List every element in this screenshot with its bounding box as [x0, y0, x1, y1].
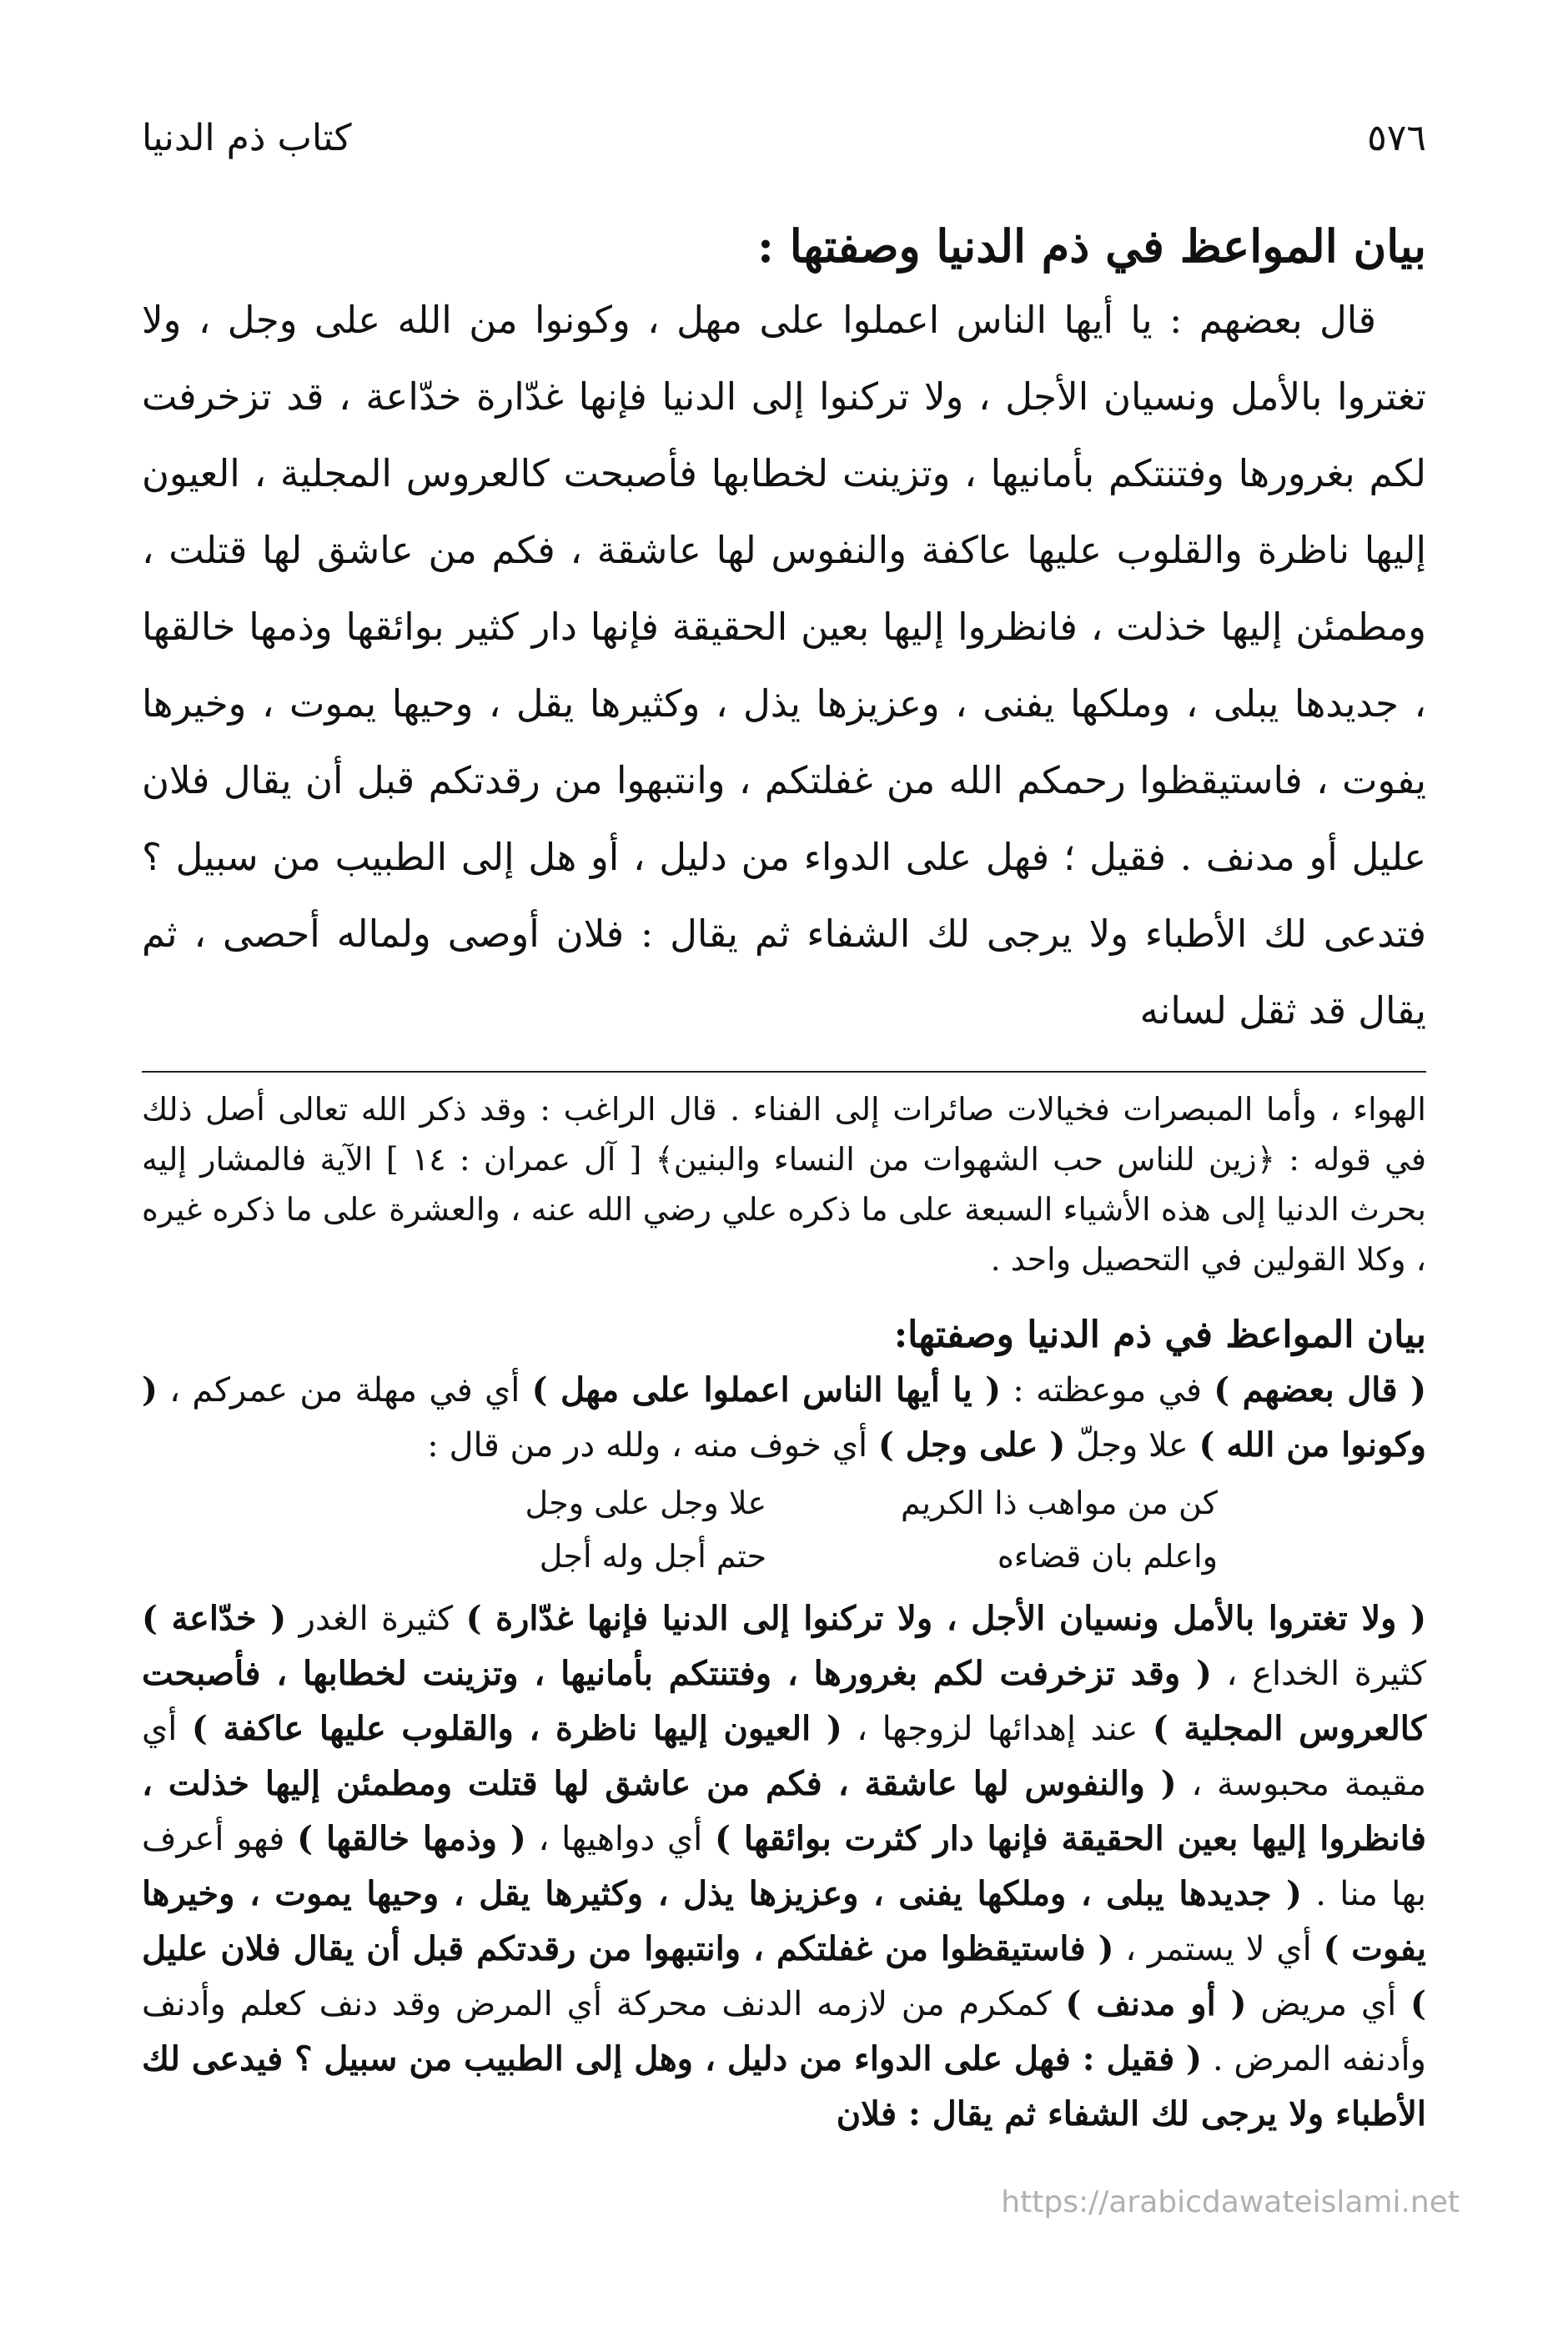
- explanation-text: علا وجلّ: [1065, 1425, 1199, 1465]
- quoted-original-text: ( يا أيها الناس اعملوا على مهل ): [531, 1370, 1001, 1410]
- commentary-intro-paragraph: الهواء ، وأما المبصرات فخيالات صائرات إلى الفناء . قال الراغب : وقد ذكر الله تعالى أصل ذلك في قوله : ﴿زين للناس حب الشهوات من النساء والبنين﴾ [ آل عمران : ١٤ ] الآية فالمشار إليه بحرث الدنيا إلى هذه الأشياء السبعة على ما ذكره علي رضي الله عنه ، والعشرة على ما ذكره غيره ، وكلا القولين في التحصيل واحد .: [142, 1090, 1426, 1278]
- explanation-text: فهو أعرف بها منا .: [142, 1819, 1427, 1913]
- explanation-text: أي خوف منه ، ولله در من قال :: [427, 1425, 878, 1465]
- verse-second-hemistich: حتم أجل وله أجل: [539, 1537, 767, 1575]
- quoted-original-text: ( فاستيقظوا من غفلتكم ، وانتبهوا من رقدتكم قبل أن يقال فلان عليل ): [142, 1928, 1426, 2023]
- explanation-text: كثيرة الغدر: [286, 1599, 466, 1638]
- explanation-text: عند إهدائها لزوجها ،: [842, 1709, 1153, 1748]
- verse-first-hemistich: كن من مواهب ذا الكريم: [901, 1484, 1218, 1521]
- book-title: كتاب ذم الدنيا: [142, 117, 352, 159]
- commentary-paragraph-2: [142, 1591, 1426, 2142]
- poetry-verse: [350, 1476, 1218, 1583]
- verse-first-hemistich: واعلم بان قضاءه: [997, 1537, 1218, 1575]
- quoted-original-text: ( وكونوا من الله ): [142, 1370, 1426, 1465]
- quoted-original-text: ( ولا تغتروا بالأمل ونسيان الأجل ، ولا تركنوا إلى الدنيا فإنها غدّارة ): [465, 1598, 1427, 1638]
- watermark-url: https://arabicdawateislami.net: [1001, 2185, 1460, 2219]
- commentary-heading: بيان المواعظ في ذم الدنيا وصفتها:: [893, 1313, 1426, 1356]
- main-paragraph: قال بعضهم : يا أيها الناس اعملوا على مهل ، وكونوا من الله على وجل ، ولا تغتروا بالأمل ونسيان الأجل ، ولا تركنوا إلى الدنيا فإنها غدّارة خدّاعة ، قد تزخرفت لكم بغرورها وفتنتكم بأمانيها ، وتزينت لخطابها فأصبحت كالعروس المجلية ، العيون إليها ناظرة والقلوب عليها عاكفة والنفوس لها عاشقة ، فكم من عاشق لها قتلت ، ومطمئن إليها خذلت ، فانظروا إليها بعين الحقيقة فإنها دار كثير بوائقها وذمها خالقها ، جديدها يبلى ، وملكها يفنى ، وعزيزها يذل ، وكثيرها يقل ، وحيها يموت ، وخيرها يفوت ، فاستيقظوا رحمكم الله من غفلتكم ، وانتبهوا من رقدتكم قبل أن يقال فلان عليل أو مدنف . فقيل ؛ فهل على الدواء من دليل ، أو هل إلى الطبيب من سبيل ؟ فتدعى لك الأطباء ولا يرجى لك الشفاء ثم يقال : فلان أوصى ولماله أحصى ، ثم يقال قد ثقل لسانه: [142, 297, 1426, 1033]
- explanation-text: أي مقيمة محبوسة ،: [142, 1709, 1426, 1803]
- quoted-original-text: ( والنفوس لها عاشقة ، فكم من عاشق لها قتلت ومطمئن إليها خذلت ، فانظروا إليها بعين الحقيقة فإنها دار كثرت بوائقها ): [142, 1763, 1426, 1858]
- page-number: ٥٧٦: [1367, 117, 1426, 159]
- book-page: [142, 117, 1426, 2142]
- verse-second-hemistich: علا وجل على وجل: [525, 1484, 767, 1521]
- explanation-text: أي في مهلة من عمركم ،: [157, 1370, 532, 1410]
- running-header: [142, 117, 1426, 183]
- verse-line: [350, 1476, 1218, 1530]
- quoted-original-text: ( على وجل ): [877, 1425, 1066, 1465]
- commentary-intro: [142, 1084, 1426, 1284]
- verse-line: [350, 1530, 1218, 1583]
- commentary-body: [142, 1363, 1426, 2142]
- quoted-original-text: ( فقيل : فهل على الدواء من دليل ، وهل إلى الطبيب من سبيل ؟ فيدعى لك الأطباء ولا يرجى لك الشفاء ثم يقال : فلان: [142, 2038, 1426, 2133]
- quoted-original-text: ( وذمها خالقها ): [297, 1818, 526, 1858]
- explanation-text: كثيرة الخداع ،: [1211, 1654, 1426, 1693]
- separator-rule: [142, 1071, 1426, 1073]
- quoted-original-text: ( خدّاعة ): [142, 1598, 287, 1638]
- explanation-text: في موعظته :: [1001, 1370, 1214, 1410]
- explanation-text: أي دواهيها ،: [525, 1819, 715, 1858]
- quoted-original-text: ( العيون إليها ناظرة ، والقلوب عليها عاكفة ): [191, 1708, 842, 1748]
- section-heading: بيان المواعظ في ذم الدنيا وصفتها :: [757, 219, 1426, 273]
- quoted-original-text: ( أو مدنف ): [1065, 1983, 1247, 2023]
- explanation-text: أي مريض: [1246, 1984, 1411, 2023]
- quoted-original-text: ( وقد تزخرفت لكم بغرورها ، وفتنتكم بأمانيها ، وتزينت لخطابها ، فأصبحت كالعروس المجلية ): [142, 1653, 1426, 1748]
- explanation-text: أي لا يستمر ،: [1113, 1929, 1324, 1968]
- quoted-original-text: ( قال بعضهم ): [1214, 1370, 1426, 1410]
- main-text: [142, 282, 1426, 1049]
- explanation-text: كمكرم من لازمه الدنف محركة أي المرض وقد دنف كعلم وأدنف وأدنفه المرض .: [142, 1984, 1426, 2078]
- commentary-paragraph-1: [142, 1363, 1426, 1473]
- quoted-original-text: ( جديدها يبلى ، وملكها يفنى ، وعزيزها يذل ، وكثيرها يقل ، وحيها يموت ، وخيرها يفوت ): [142, 1873, 1426, 1968]
